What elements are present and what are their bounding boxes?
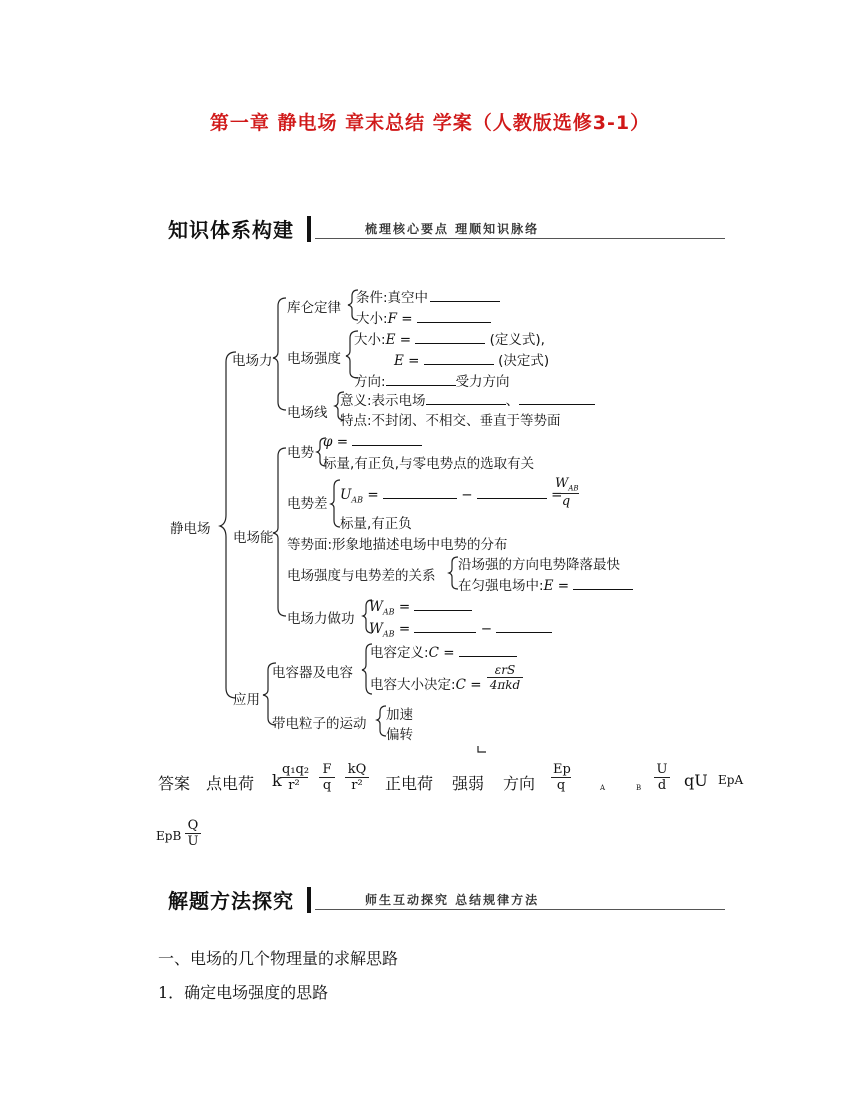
answer-frac-q-u: $\frac{Q}{U}$ — [185, 818, 201, 849]
section-header-methods — [160, 885, 725, 917]
answer-frac-kq: $\frac{kQ}{\text{r²}}$ — [345, 762, 369, 793]
node-kulun: 库仑定律 — [287, 300, 341, 316]
answer-frac-u-d: $\frac{U}{d}$ — [654, 762, 670, 793]
daidian-pianzhuan: 偏转 — [386, 727, 413, 743]
dianrong-determining: 电容大小决定:C = — [370, 677, 482, 693]
guanxi-1: 沿场强的方向电势降落最快 — [458, 557, 620, 573]
answer-1: 点电荷 — [206, 774, 255, 793]
node-dianshi: 电势 — [287, 445, 314, 461]
node-dianchangli: 电场力 — [232, 353, 273, 369]
zuogong-2: $W_{AB}$ = − — [369, 619, 552, 639]
section-subtitle: 梳理核心要点 理顺知识脉络 — [365, 222, 540, 236]
answer-frac-coulomb: $\frac{\text{q₁q₂}}{\text{r²}}$ — [282, 762, 310, 793]
node-daidian: 带电粒子的运动 — [272, 716, 367, 732]
dianshi-formula: φ = — [323, 432, 422, 450]
node-dianchangxian: 电场线 — [287, 405, 328, 421]
answer-3: 强弱 — [452, 774, 485, 793]
line-meaning: 意义:表示电场 、 — [340, 389, 595, 409]
heading-1: 一、电场的几个物理量的求解思路 — [158, 949, 399, 968]
wab-over-q: $W_{AB}$ q — [555, 476, 579, 509]
kulun-condition: 条件:真空中 — [356, 286, 500, 306]
answer-frac-ep-q: $\frac{Ep}{q}$ — [553, 762, 571, 793]
node-dianchangneng: 电场能 — [233, 530, 274, 546]
answer-frac-f-q: $\frac{F}{q}$ — [319, 762, 335, 793]
qiangdu-direction: 方向: 受力方向 — [354, 374, 510, 390]
document-title: 第一章 静电场 章末总结 学案（人教版选修3-1） — [209, 112, 651, 134]
node-yingyong: 应用 — [233, 692, 260, 708]
capacitance-fraction: εrS 4πkd — [487, 663, 523, 692]
dianshi-scalar: 标量,有正负,与零电势点的选取有关 — [323, 456, 535, 472]
daidian-jiasu: 加速 — [386, 707, 413, 723]
line-features: 特点:不封闭、不相交、垂直于等势面 — [340, 413, 561, 429]
answer-tiny-b: B — [636, 784, 642, 792]
answer-2: 正电荷 — [385, 774, 434, 793]
node-dengshimian: 等势面:形象地描述电场中电势的分布 — [287, 537, 508, 553]
answer-label: 答案 — [158, 774, 191, 793]
section-title: 解题方法探究 — [168, 889, 294, 913]
section-title: 知识体系构建 — [168, 218, 294, 242]
kulun-size: 大小:F = — [356, 307, 491, 327]
dianrong-definition: 电容定义:C = — [370, 641, 517, 661]
answer-qu: qU — [684, 771, 708, 790]
node-qiangdu: 电场强度 — [287, 351, 341, 367]
rule-line — [315, 909, 725, 910]
zuogong-1: $W_{AB}$ = — [369, 597, 472, 617]
node-guanxi: 电场强度与电势差的关系 — [287, 568, 436, 584]
answer-epa: EpA — [718, 773, 744, 787]
answer-tiny-a: A — [600, 784, 606, 792]
section-subtitle: 师生互动探究 总结规律方法 — [365, 893, 540, 907]
divider-bar — [307, 887, 311, 913]
tree-root: 静电场 — [170, 521, 211, 537]
node-zuogong: 电场力做功 — [287, 611, 355, 627]
dianshicha-scalar: 标量,有正负 — [340, 516, 412, 532]
answer-epb: EpB — [156, 829, 182, 843]
node-dianrong: 电容器及电容 — [272, 665, 353, 681]
heading-2: 1．确定电场强度的思路 — [158, 983, 329, 1002]
node-dianshicha: 电势差 — [287, 496, 328, 512]
answer-k: k — [272, 771, 282, 790]
guanxi-2: 在匀强电场中:E = — [458, 574, 633, 594]
answer-4: 方向 — [503, 774, 536, 793]
qiangdu-definition: 大小:E = (定义式), — [354, 332, 545, 348]
qiangdu-determining: E = (决定式) — [394, 353, 550, 369]
dianshicha-formula: $U_{AB}$ = − = — [340, 487, 563, 505]
